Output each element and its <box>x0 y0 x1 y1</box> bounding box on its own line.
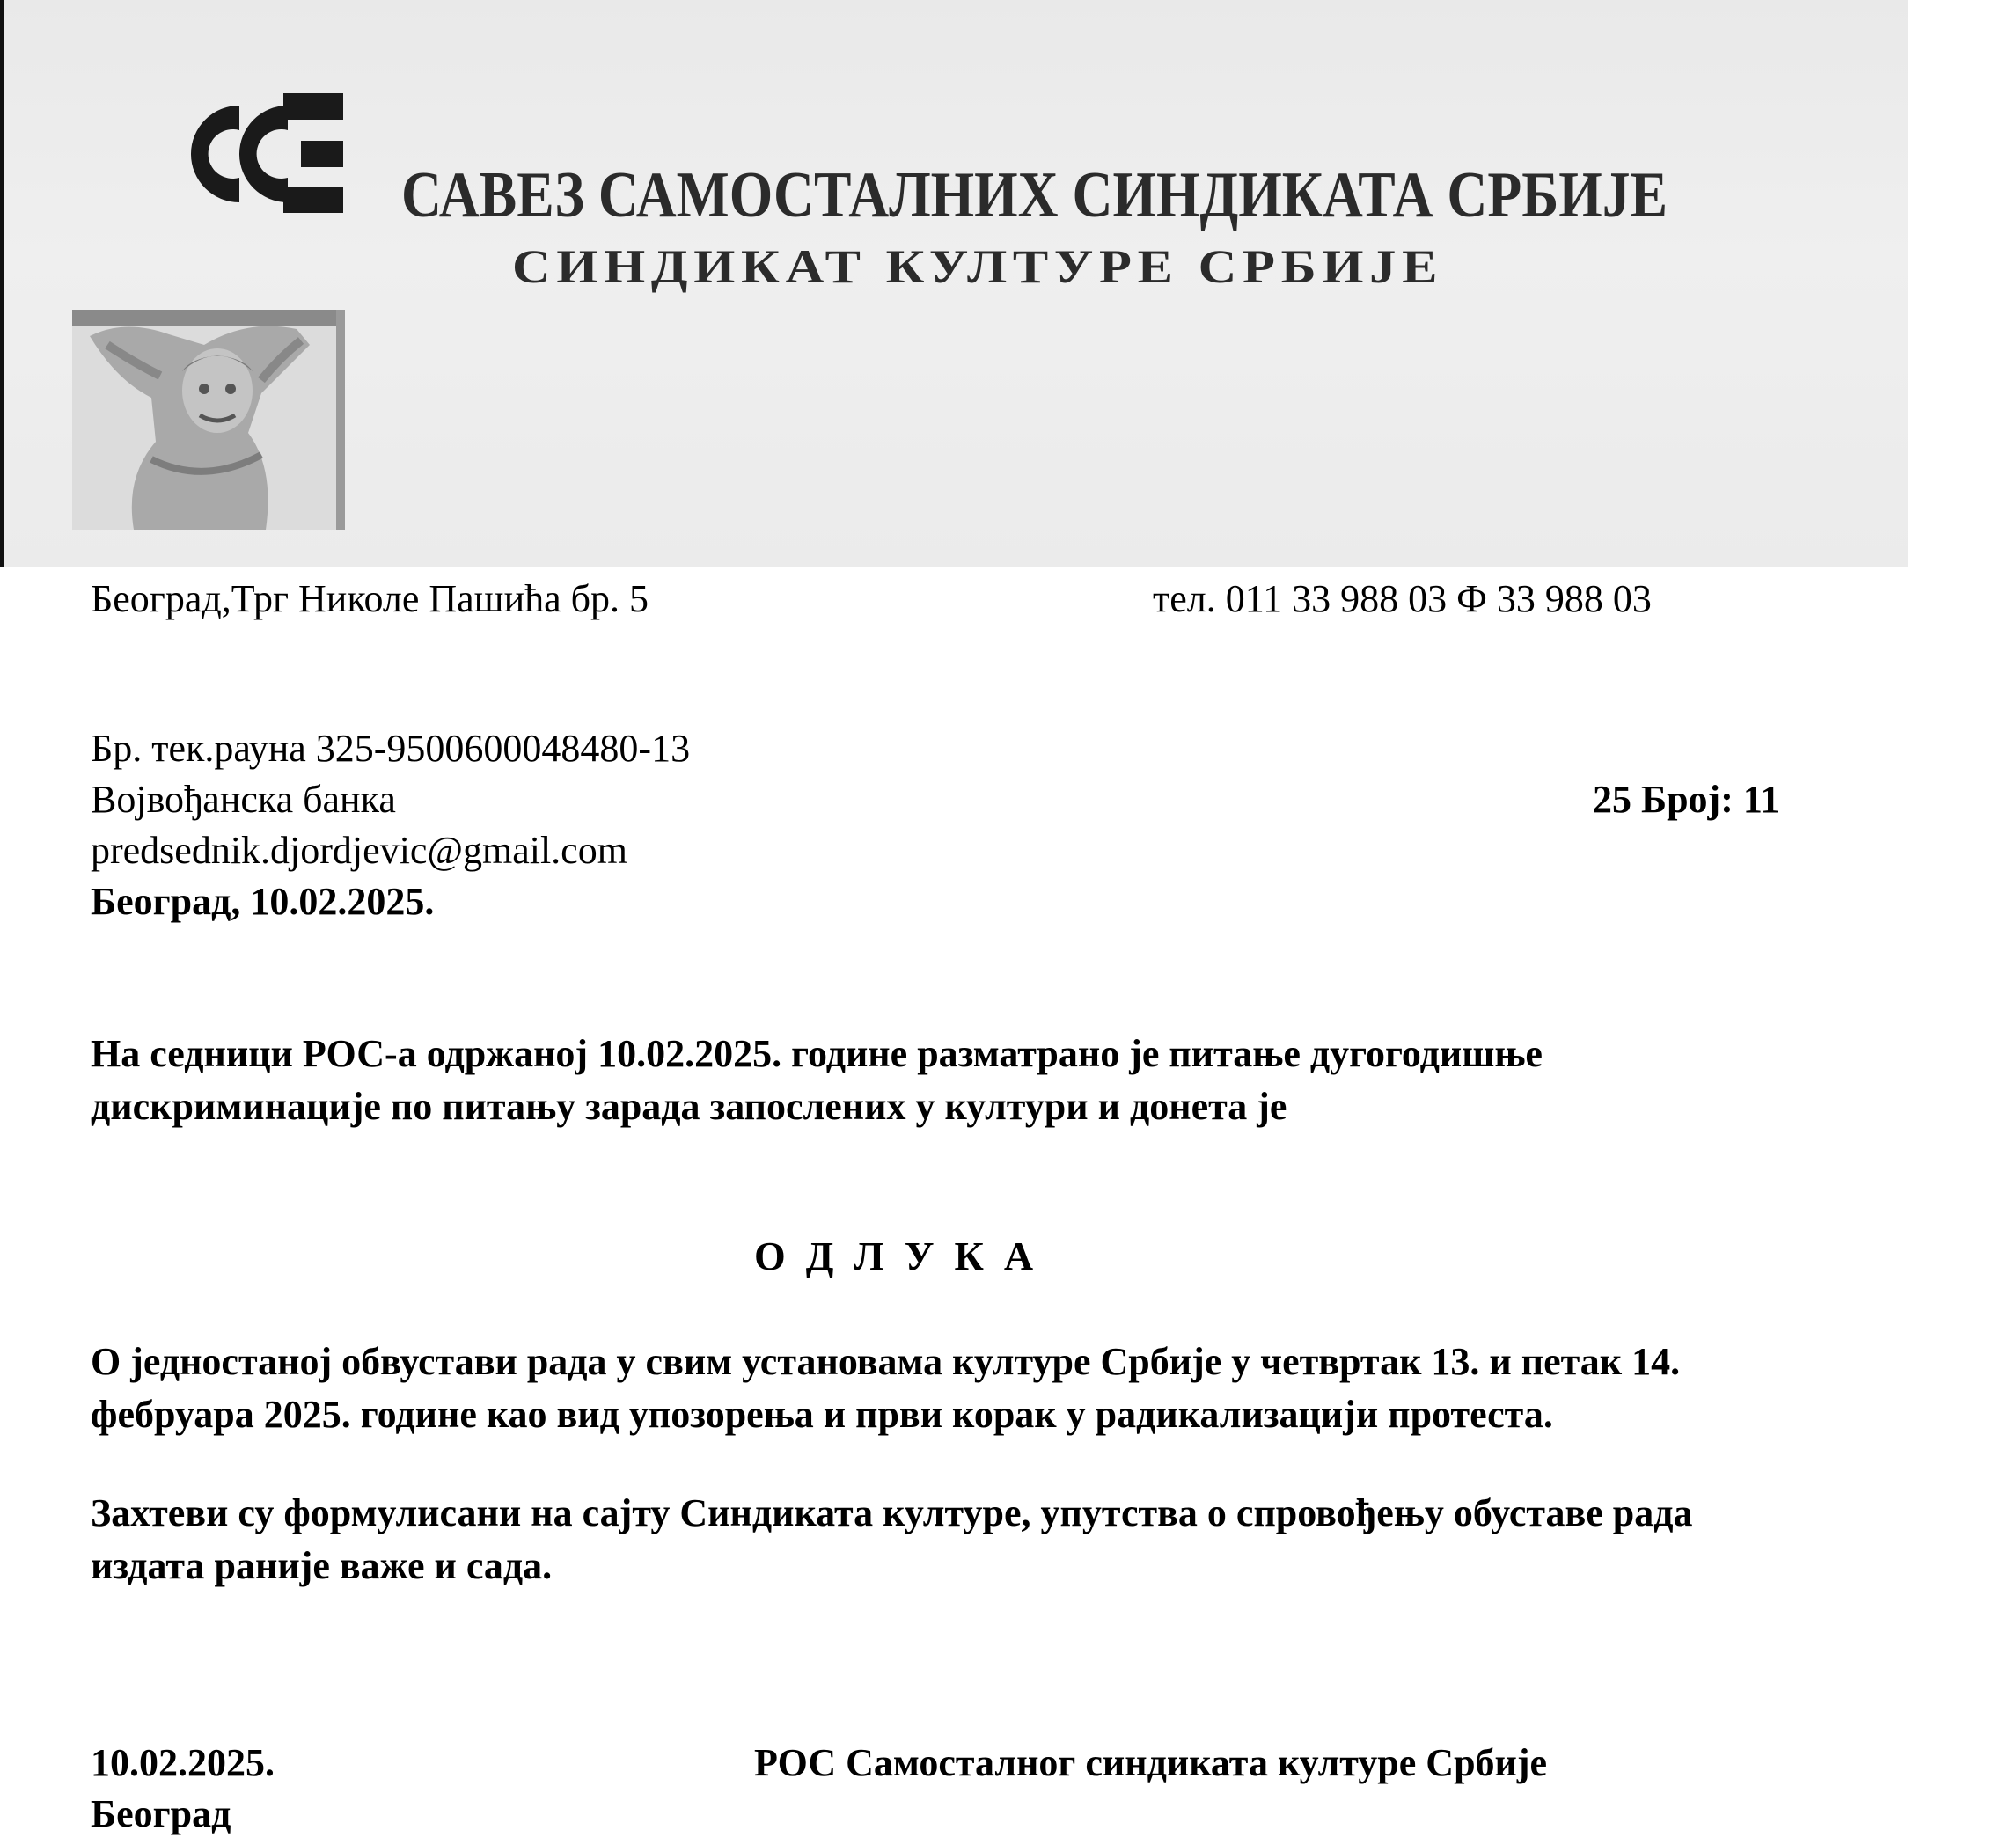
demands-line-1: Захтеви су формулисани на сајту Синдиката културе, упутства о спровођењу обуставе рада <box>91 1491 1693 1534</box>
ssss-logo-icon <box>178 88 349 220</box>
decision-heading: О Д Л У К А <box>754 1234 1034 1278</box>
phone-fax: тел. 011 33 988 03 Ф 33 988 03 <box>1153 577 1652 620</box>
email-link[interactable]: predsednik.djordjevic@gmail.com <box>91 829 627 872</box>
document-number: 25 Број: 11 <box>1593 778 1780 821</box>
address: Београд,Трг Николе Пашића бр. 5 <box>91 577 649 620</box>
organization-subname: СИНДИКАТ КУЛТУРЕ СРБИЈЕ <box>512 240 1444 293</box>
footer-date: 10.02.2025. <box>91 1741 275 1784</box>
intro-line-2: дискриминације по питању зарада запослених у култури и донета је <box>91 1085 1287 1128</box>
letterhead <box>0 0 1908 567</box>
demands-line-2: издата раније важе и сада. <box>91 1544 553 1587</box>
signatory: РОС Самосталног синдиката културе Србије <box>754 1741 1548 1784</box>
organization-name: САВЕЗ САМОСТАЛНИХ СИНДИКАТА СРБИЈЕ <box>401 159 1668 231</box>
place-date: Београд, 10.02.2025. <box>91 880 435 923</box>
bank-name: Војвођанска банка <box>91 778 396 821</box>
footer-place: Београд <box>91 1792 231 1835</box>
decision-line-1: О једностаној обвустави рада у свим установама културе Србије у четвртак 13. и петак 14. <box>91 1340 1681 1383</box>
bank-account: Бр. тек.рауна 325-9500600048480-13 <box>91 727 691 770</box>
atlas-statue-image <box>72 310 345 530</box>
decision-line-2: фебруара 2025. године као вид упозорења и први корак у радикализацији протеста. <box>91 1393 1553 1436</box>
intro-line-1: На седници РОС-а одржаној 10.02.2025. године разматрано је питање дугогодишње <box>91 1032 1543 1075</box>
